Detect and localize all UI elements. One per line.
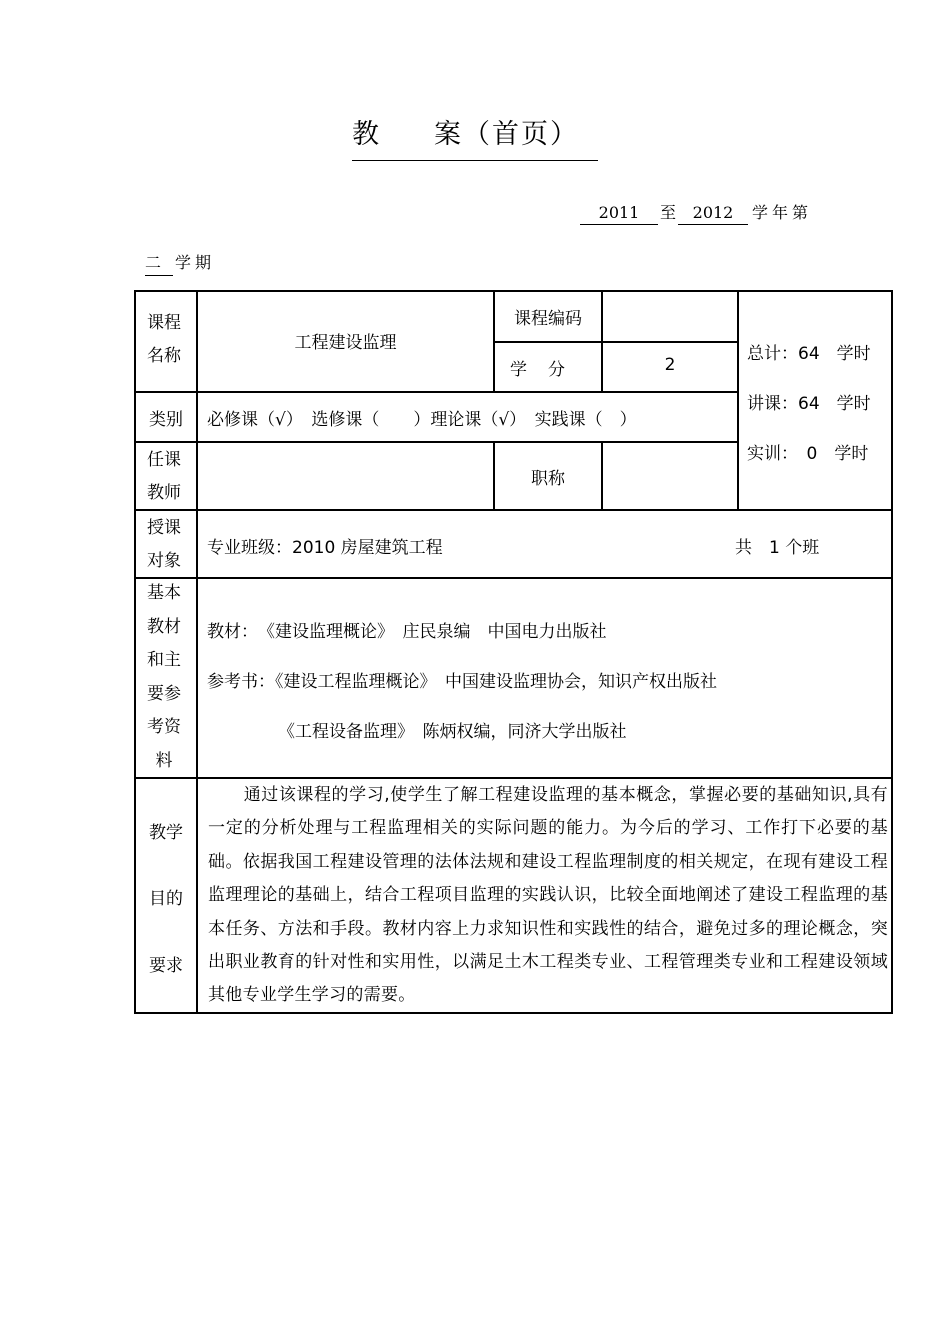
category-value: 必修课（√） 选修课（ ）理论课（√） 实践课（ ） — [207, 410, 637, 430]
year-separator: 至 — [659, 203, 676, 222]
semester-number: 二 — [145, 250, 173, 276]
title-part-1: 教 — [352, 119, 381, 150]
line-audience-materials — [134, 577, 893, 579]
line-category-teacher — [134, 441, 737, 443]
goals-label-2: 目的 — [149, 889, 183, 909]
rank-label: 职称 — [531, 469, 565, 489]
credit-label: 学 分 — [510, 360, 567, 380]
audience-value: 专业班级：2010 房屋建筑工程 — [207, 538, 443, 558]
materials-label: 基本教材和主要参考资料 — [147, 583, 181, 771]
year-end: 2012 — [678, 203, 748, 225]
course-name-label: 课程名称 — [147, 313, 181, 366]
category-label: 类别 — [149, 410, 183, 430]
semester-suffix: 学期 — [175, 253, 216, 272]
material-item: 教材： 《建设监理概论》 庄民泉编 中国电力出版社 — [207, 622, 607, 642]
hours-total: 总计：64 学时 — [747, 344, 871, 364]
year-start: 2011 — [580, 203, 658, 225]
table-border-right — [891, 290, 893, 1014]
hours-practice: 实训： 0 学时 — [747, 444, 869, 464]
line-rank-value — [601, 441, 603, 510]
line-label-column — [196, 290, 198, 1014]
material-item: 参考书：《建设工程监理概论》 中国建设监理协会，知识产权出版社 — [207, 672, 717, 692]
credit-value: 2 — [664, 355, 676, 375]
course-name-value: 工程建设监理 — [294, 333, 397, 353]
title-part-2: 案（首页） — [434, 119, 579, 150]
year-suffix: 学年第 — [752, 203, 813, 222]
hours-lecture: 讲课：64 学时 — [747, 394, 871, 414]
semester-line — [145, 250, 215, 276]
academic-year-line — [580, 200, 812, 225]
line-name-category — [134, 391, 737, 393]
table-border-top — [134, 290, 893, 292]
teacher-label: 任课教师 — [147, 450, 181, 503]
audience-label: 授课对象 — [147, 518, 181, 571]
page-title — [352, 112, 598, 161]
audience-count: 共 1 个班 — [735, 538, 820, 558]
line-code-value — [601, 290, 603, 392]
line-teacher-audience — [134, 509, 893, 511]
goals-text: 通过该课程的学习,使学生了解工程建设监理的基本概念，掌握必要的基础知识,具有一定的分析处理与工程监理相关的实际问题的能力。为今后的学习、工作打下必要的基础。依据我国工程建设管理的法体法规和建设工程监理制度的相关规定，在现有建设工程监理理论的基础上，结合工程项目监理的实践认识，比较全面地阐述了建设工程监理的基本任务、方法和手段。教材内容上力求知识性和实践性的结合，避免过多的理论概念，突出职业教育的针对性和实用性，以满足土木工程类专业、工程管理类专业和工程建设领域其他专业学生学习的需要。 — [208, 785, 888, 1006]
material-item: 《工程设备监理》 陈炳权编，同济大学出版社 — [278, 722, 627, 742]
goals-label-3: 要求 — [149, 956, 183, 976]
goals-label-1: 教学 — [149, 823, 183, 843]
line-hours-column — [737, 290, 739, 510]
line-code-credit — [493, 341, 737, 343]
course-code-label: 课程编码 — [514, 309, 582, 329]
